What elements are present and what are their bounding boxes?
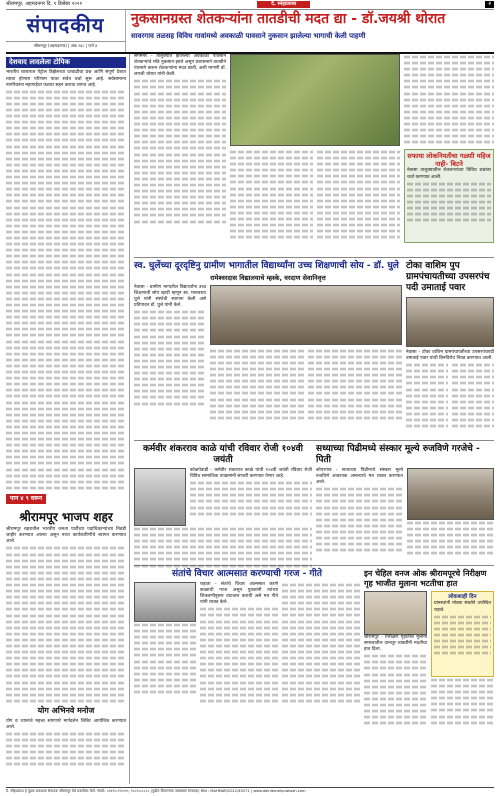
imprint-footer: दै. स्नेहप्रकाश हे मुद्रक प्रकाशक संपादक श्रीरामपूर येथे प्रकाशित केले. संपर्क: ०२४२२-२९२०२०, ९८८१८८८८८८ (पुढील विवरणांचा जबाबदार संपादक) RNI : MAHMAR/2012/49271 | www.dainiksnehprakash.com bbox=[6, 787, 494, 794]
karmveer-headline: कर्मवीर शंकरराव काळे यांची रविवार रोजी १०४वी जयंती bbox=[143, 444, 303, 465]
top-bar bbox=[6, 0, 494, 10]
santache-text: राहाता - संतांचे विचार आत्मसात करणे काळाची गरज असून युवकांनी त्यांच्या शिकवणीनुसार वाटचाल करावी असे मत गीते यांनी व्यक्त केले. bbox=[200, 582, 278, 606]
edition-date: श्रीरामपूर, अहमदनगर दि. १ डिसेंबर २०२१ bbox=[6, 1, 83, 8]
lead-subhead: सावरगाव तळसह विविध गावांमध्ये अवकाळी पावसाने नुकसान झालेल्या भागाची केली पाहणी bbox=[131, 32, 366, 40]
santache-headline: संतांचे विचार आत्मसात करण्याची गरज - गीते bbox=[172, 569, 322, 579]
yoga-body bbox=[6, 731, 126, 768]
dhule-text: नेवासा - ग्रामीण भागातील विद्यार्थ्यांना उच्च शिक्षणाची सोय व्हावी म्हणून स्व. मारुतराव घुले यांनी संस्थेची स्थापना केली असे प्रतिपादन डॉ. घुले यांनी केले. bbox=[134, 284, 206, 309]
page-number: २ bbox=[485, 1, 494, 8]
ad-title: सफाया लोकनियतीचा गळ्याी महिज नाही- बिटने bbox=[407, 152, 491, 169]
masthead bbox=[6, 10, 126, 52]
pidhi-headline: सध्याच्या पिढीमध्ये संस्कार मूल्ये रुजविणे गरजेचे - पिती bbox=[316, 444, 480, 465]
editorial-text: भारतीय बाजारात पेट्रोल डिझेलच्या दरवाढीचा प्रश्न आणि संपूर्ण देशात त्याचा होणारा परिणाम यावर सर्वत्र चर्चा सुरू आहे. सर्वसामान्य नागरिकांना महागाईचा फटका सहन करावा लागत आहे. bbox=[6, 70, 126, 88]
header bbox=[6, 10, 494, 54]
nirikshan-headline: इन चेहिल वनज ओक श्रीरामपूरचे निरीक्षण गृह भाजीत मुलाना भटतीचा हात bbox=[364, 569, 487, 588]
pidhi-text: कोपरगाव - सध्याच्या पिढीमध्ये संस्कार मूल्ये रुजविणे आवश्यक असल्याचे मत व्यक्त करण्यात आले. bbox=[316, 468, 403, 486]
lead-dateline: संगमनेर - तालुक्यात झालेल्या अवकाळी पावसाने शेतकऱ्यांचे मोठे नुकसान झाले असून प्रशासनाने तातडीने पंचनामे करून शेतकऱ्यांना मदत द्यावी, अशी मागणी डॉ. जयश्री थोरात यांनी केली. bbox=[134, 54, 226, 78]
yoga-text: योग व ध्यानाचे महत्त्व सांगणारे मार्गदर्शन शिबिर आयोजित करण्यात आले. bbox=[6, 718, 126, 730]
lead-headline: नुकसानग्रस्त शेतकऱ्यांना तातडीची मदत द्या - डॉ.जयश्री थोरात bbox=[131, 11, 446, 27]
santache-portrait bbox=[134, 582, 196, 622]
crop-damage-photo bbox=[230, 54, 400, 146]
tika-photo bbox=[406, 297, 494, 347]
tika-text: नेवासा - टोका वाशिम ग्रामपंचायतीच्या उपसरपंचपदी उमाताई पवार यांची बिनविरोध निवड करण्यात आली. bbox=[406, 350, 494, 362]
ad-box-2 bbox=[431, 591, 494, 677]
left-column bbox=[6, 54, 130, 784]
karmveer-portrait bbox=[134, 468, 186, 526]
tika-article bbox=[406, 261, 494, 437]
bjp-story-title: श्रीरामपूर भाजप शहर bbox=[19, 510, 113, 524]
continued-tag: पान ४ ९ वरून bbox=[6, 494, 46, 504]
editorial-body bbox=[6, 89, 126, 491]
masthead-subline: श्रीरामपूर (अहमदनगर) | अंक २४८ | पाने ४ bbox=[6, 41, 125, 48]
tika-headline: टोका वाशिम पुप ग्रामपंचायतीच्या उपसरपंच पदी उमाताई पवार bbox=[406, 261, 490, 293]
yoga-title: योग अभिनवे मनोज bbox=[37, 705, 95, 715]
nirikshan-photo bbox=[364, 591, 427, 635]
right-area bbox=[130, 54, 494, 784]
karmveer-text: कोळपेवाडी - कर्मवीर शंकरराव काळे यांची १०४वी जयंती रविवार रोजी विविध सामाजिक उपक्रमांनी साजरी करण्यात येणार आहे. bbox=[190, 468, 312, 480]
dhule-article bbox=[134, 261, 402, 437]
lead-article bbox=[134, 54, 494, 254]
ad2-text: ग्रामस्थांनी मोठ्या संख्येने उपस्थित राहावे. bbox=[434, 601, 491, 613]
dhule-headline: स्व. घुलेंच्या दूरदृष्टिनु ग्रामीण भागातील विद्यार्थ्यांना उच्च शिक्षणाची सोय - डॉ. घुले bbox=[134, 261, 399, 271]
nirikshan-text: श्रीरामपूर - निरीक्षण गृहातील मुलांना समाजातील दानशूर व्यक्तींनी मदतीचा हात दिला. bbox=[364, 635, 427, 653]
ad-box bbox=[404, 149, 494, 243]
dhule-subhead: रामेश्वरदास विद्यालयाचे म्हस्के, वरदाण सेवानिवृत्त bbox=[210, 274, 326, 282]
masthead-title: संपादकीय bbox=[26, 13, 105, 37]
pidhi-article bbox=[316, 444, 494, 562]
bjp-story-text: श्रीरामपूर शहरातील भारतीय जनता पार्टीच्या पदाधिकाऱ्यांच्या निवडी जाहीर करण्यात आल्या असून नव्या कार्यकारिणीचे स्वागत करण्यात आले. bbox=[6, 527, 126, 545]
editorial-title: देशवाद लादलेला टोपिक bbox=[6, 57, 126, 68]
nirikshan-article bbox=[364, 569, 494, 784]
lead-headline-block bbox=[126, 10, 494, 52]
santache-article bbox=[134, 569, 360, 784]
pidhi-photo bbox=[407, 468, 494, 520]
dhule-event-photo bbox=[210, 285, 402, 345]
ad-text: नेवासा तालुक्यातील शेतकऱ्यांच्या विविध प्रश्नांवर चर्चा करण्यात आली. bbox=[407, 168, 491, 180]
paper-name-band: दै. स्नेहप्रकाश bbox=[257, 1, 310, 8]
ad2-title: लोकशाही दिन bbox=[448, 594, 477, 600]
karmveer-article bbox=[134, 444, 312, 562]
bjp-story-body bbox=[6, 545, 126, 703]
